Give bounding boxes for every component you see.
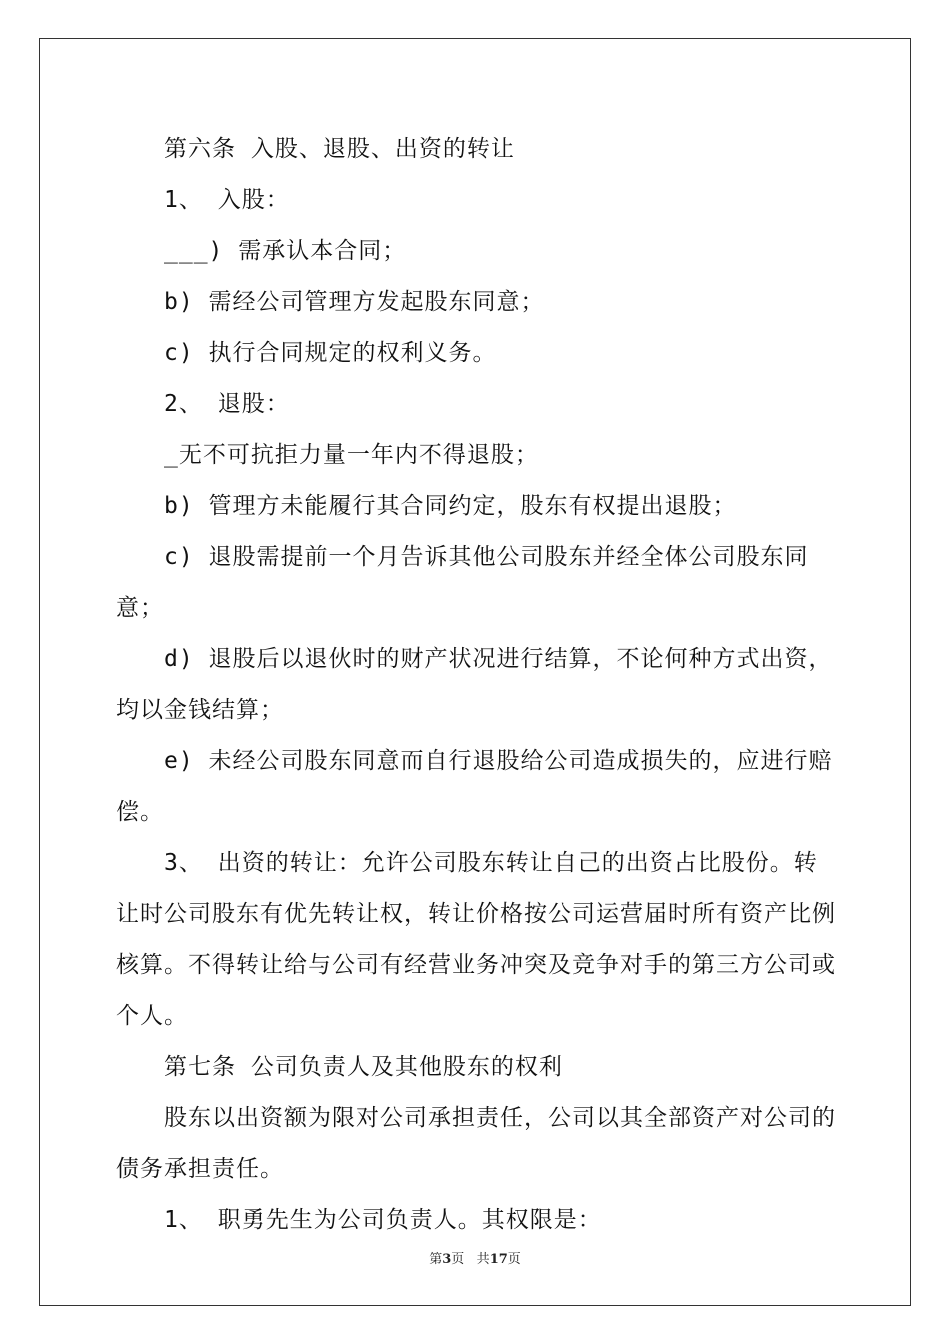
list-item: d) 退股后以退伙时的财产状况进行结算，不论何种方式出资，均以金钱结算；: [116, 646, 833, 723]
body-paragraph: 股东以出资额为限对公司承担责任，公司以其全部资产对公司的债务承担责任。: [116, 1105, 836, 1182]
list-item: b) 需经公司管理方发起股东同意；: [164, 289, 545, 315]
footer-prefix: 第: [429, 1252, 443, 1267]
list-item: ___) 需承认本合同；: [164, 238, 407, 264]
list-item: 2、 退股：: [164, 391, 290, 417]
list-item: c) 退股需提前一个月告诉其他公司股东并经全体公司股东同意；: [116, 544, 809, 621]
list-item: b) 管理方未能履行其合同约定，股东有权提出退股；: [164, 493, 737, 519]
page-footer: [0, 1248, 950, 1267]
list-item: 1、 职勇先生为公司负责人。其权限是：: [164, 1207, 602, 1233]
page-number: 3: [442, 1252, 452, 1267]
section-heading: 第七条 公司负责人及其他股东的权利: [164, 1054, 563, 1080]
list-item: 1、 入股：: [164, 187, 290, 213]
document-body: [116, 124, 836, 1246]
list-item: 3、 出资的转让：允许公司股东转让自己的出资占比股份。转让时公司股东有优先转让权，转让价格按公司运营届时所有资产比例核算。不得转让给与公司有经营业务冲突及竞争对手的第三方公司或个人。: [116, 850, 836, 1029]
section-heading: 第六条 入股、退股、出资的转让: [164, 136, 515, 162]
footer-page-unit: 页: [451, 1252, 465, 1267]
footer-total-prefix: 共: [476, 1252, 490, 1267]
total-pages: 17: [489, 1252, 508, 1267]
footer-total-unit: 页: [507, 1252, 521, 1267]
list-item: _无不可抗拒力量一年内不得退股；: [164, 442, 539, 468]
list-item: c) 执行合同规定的权利义务。: [164, 340, 497, 366]
list-item: e) 未经公司股东同意而自行退股给公司造成损失的，应进行赔偿。: [116, 748, 833, 825]
